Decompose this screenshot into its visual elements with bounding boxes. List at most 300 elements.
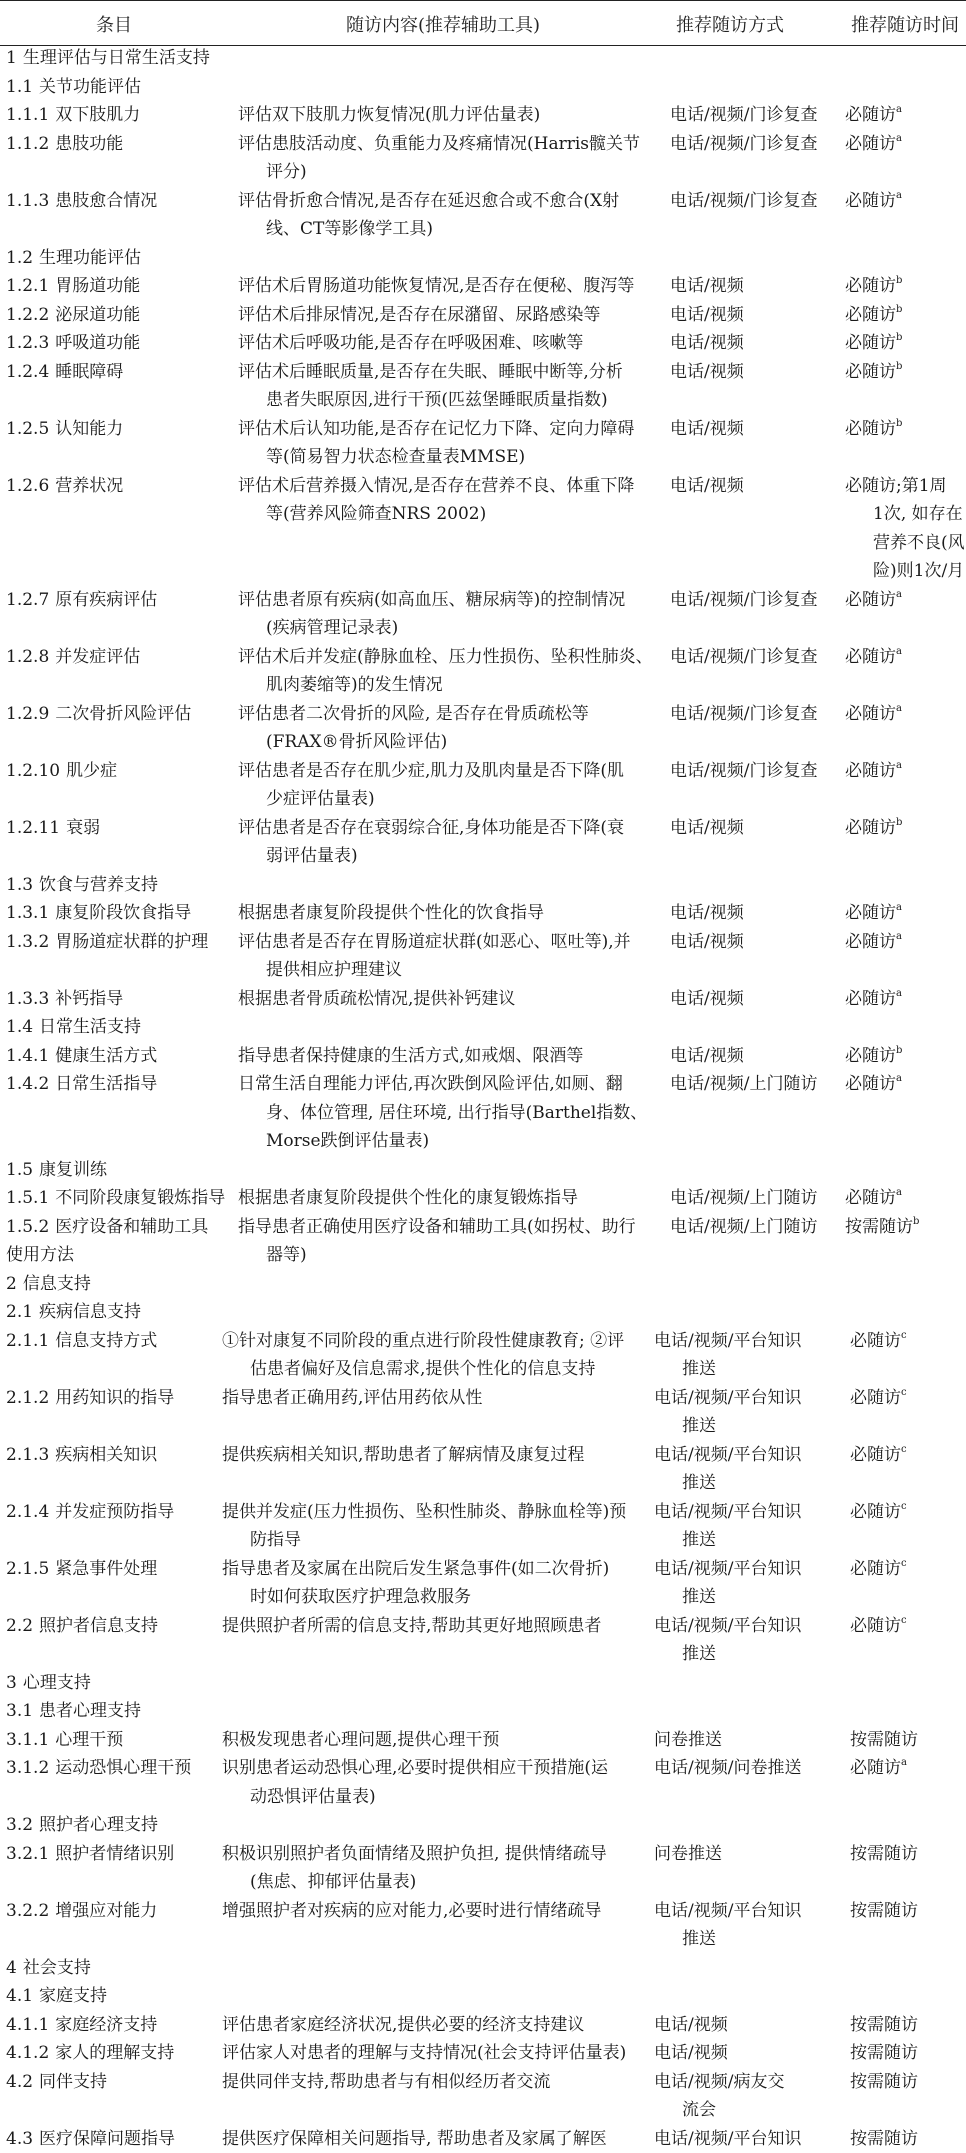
content-line: 提供照护者所需的信息支持,帮助其更好地照顾患者 (222, 1612, 644, 1641)
method-line: 电话/视频/门诊复查 (670, 130, 838, 159)
time-cell (850, 1726, 966, 1755)
content-cell (222, 1612, 644, 1641)
method-cell (654, 1498, 822, 1555)
item-number: 1.3.3 (6, 989, 49, 1009)
item-number: 1.2.6 (6, 476, 49, 496)
method-cell (670, 928, 838, 957)
content-cell (222, 1555, 644, 1612)
content-line: Morse跌倒评估量表) (238, 1127, 660, 1156)
item-number: 2.1.2 (6, 1388, 49, 1408)
time-line: 必随访$^b$ (845, 301, 965, 330)
item-title: 医疗保障问题指导 (39, 2129, 175, 2149)
time-line: 必随访;第1周 (845, 472, 965, 501)
time-line: 按需随访$^b$ (845, 1213, 965, 1242)
item-title: 患肢愈合情况 (55, 191, 157, 211)
method-line: 电话/视频/上门随访 (670, 1070, 838, 1099)
content-line: 防指导 (222, 1526, 644, 1555)
section-title: 日常生活支持 (39, 1017, 141, 1037)
content-line: 等(营养风险筛查NRS 2002) (238, 500, 660, 529)
method-cell (670, 1184, 838, 1213)
content-line: 提供同伴支持,帮助患者与有相似经历者交流 (222, 2068, 644, 2097)
footnote-mark: a (896, 760, 902, 771)
section-title: 患者心理支持 (39, 1701, 141, 1721)
item-label (6, 358, 234, 387)
time-cell (845, 700, 965, 729)
item-cell (6, 643, 234, 672)
section-title: 康复训练 (39, 1160, 107, 1180)
content-line: 线、CT等影像学工具) (238, 215, 660, 244)
content-line: 提供医疗保障相关问题指导, 帮助患者及家属了解医 (222, 2125, 644, 2153)
content-cell (238, 415, 660, 472)
content-cell (238, 329, 660, 358)
content-line: 少症评估量表) (238, 785, 660, 814)
item-number: 1.5.1 (6, 1188, 49, 1208)
time-cell (850, 1840, 966, 1869)
content-cell (238, 1184, 660, 1213)
section-text (6, 1013, 406, 1042)
content-line: 指导患者正确使用医疗设备和辅助工具(如拐杖、助行 (238, 1213, 660, 1242)
content-line: 评估家人对患者的理解与支持情况(社会支持评估量表) (222, 2039, 644, 2068)
section-label (6, 1697, 406, 1726)
section-title: 饮食与营养支持 (39, 875, 158, 895)
method-line: 问卷推送 (654, 1840, 822, 1869)
time-cell (845, 1042, 965, 1071)
item-title: 补钙指导 (55, 989, 123, 1009)
time-line: 按需随访 (850, 1897, 966, 1926)
content-cell (222, 1441, 644, 1470)
item-title: 紧急事件处理 (55, 1559, 157, 1579)
content-line: 患者失眠原因,进行干预(匹兹堡睡眠质量指数) (238, 386, 660, 415)
content-cell (238, 1213, 660, 1270)
item-label (6, 899, 234, 928)
item-number: 1.2.7 (6, 590, 49, 610)
item-title: 家人的理解支持 (55, 2043, 174, 2063)
footnote-mark: a (896, 1187, 902, 1198)
item-number: 3.2.1 (6, 1844, 49, 1864)
item-cell (6, 1897, 234, 1926)
time-cell (845, 1070, 965, 1099)
time-cell (845, 301, 965, 330)
content-line: 肌肉萎缩等)的发生情况 (238, 671, 660, 700)
content-cell (222, 1327, 644, 1384)
item-label (6, 101, 234, 130)
time-line: 1次, 如存在 (845, 500, 965, 529)
time-cell (845, 985, 965, 1014)
item-label (6, 1042, 234, 1071)
footnote-mark: a (896, 589, 902, 600)
time-cell (845, 101, 965, 130)
method-line: 推送 (654, 1925, 822, 1954)
item-title: 运动恐惧心理干预 (55, 1758, 191, 1778)
item-title: 呼吸道功能 (55, 333, 140, 353)
content-line: 指导患者正确用药,评估用药依从性 (222, 1384, 644, 1413)
item-label (6, 1441, 234, 1470)
item-number: 4.1.1 (6, 2015, 49, 2035)
time-cell (845, 1184, 965, 1213)
item-title: 并发症预防指导 (55, 1502, 174, 1522)
time-cell (845, 358, 965, 387)
item-number: 1.5.2 (6, 1217, 49, 1237)
content-cell (238, 1070, 660, 1156)
item-cell (6, 814, 234, 843)
section-text (6, 1669, 406, 1698)
item-number: 1.1.2 (6, 134, 49, 154)
item-label (6, 2068, 234, 2097)
content-cell (238, 272, 660, 301)
method-cell (670, 415, 838, 444)
content-cell (238, 643, 660, 700)
content-line: 评估术后睡眠质量,是否存在失眠、睡眠中断等,分析 (238, 358, 660, 387)
item-label (6, 2125, 234, 2153)
footnote-mark: b (896, 332, 902, 343)
item-label (6, 1754, 234, 1783)
time-cell (850, 2125, 966, 2153)
method-cell (670, 700, 838, 729)
section-title: 信息支持 (23, 1274, 91, 1294)
item-title: 泌尿道功能 (55, 305, 140, 325)
time-cell (850, 1555, 966, 1584)
method-line: 电话/视频/门诊复查 (670, 586, 838, 615)
content-line: 提供疾病相关知识,帮助患者了解病情及康复过程 (222, 1441, 644, 1470)
item-title: 胃肠道症状群的护理 (55, 932, 208, 952)
method-line: 电话/视频/平台知识 (654, 1441, 822, 1470)
section-label (6, 1298, 406, 1327)
time-cell (850, 1897, 966, 1926)
item-cell (6, 700, 234, 729)
method-cell (654, 1384, 822, 1441)
method-line: 电话/视频 (670, 899, 838, 928)
item-cell (6, 301, 234, 330)
item-label (6, 1555, 234, 1584)
item-cell (6, 187, 234, 216)
method-cell (670, 101, 838, 130)
item-cell (6, 928, 234, 957)
item-label (6, 1498, 234, 1527)
item-cell (6, 130, 234, 159)
section-number: 3 (6, 1673, 17, 1693)
footnote-mark: a (896, 190, 902, 201)
content-cell (238, 757, 660, 814)
item-title: 疾病相关知识 (55, 1445, 157, 1465)
item-label (6, 2039, 234, 2068)
footnote-mark: a (896, 988, 902, 999)
item-label (6, 1184, 234, 1213)
content-line: (FRAX®骨折风险评估) (238, 728, 660, 757)
section-title: 疾病信息支持 (39, 1302, 141, 1322)
method-cell (654, 2011, 822, 2040)
time-cell (845, 329, 965, 358)
content-cell (222, 1754, 644, 1811)
time-line: 必随访$^a$ (850, 1754, 966, 1783)
content-line: 积极识别照护者负面情绪及照护负担, 提供情绪疏导 (222, 1840, 644, 1869)
content-line: 积极发现患者心理问题,提供心理干预 (222, 1726, 644, 1755)
time-cell (850, 1498, 966, 1527)
content-line: 估患者偏好及信息需求,提供个性化的信息支持 (222, 1355, 644, 1384)
method-line: 电话/视频/门诊复查 (670, 757, 838, 786)
header-method: 推荐随访方式 (676, 11, 784, 37)
time-line: 必随访$^a$ (845, 985, 965, 1014)
item-cell (6, 272, 234, 301)
item-title: 健康生活方式 (55, 1046, 157, 1066)
time-cell (845, 643, 965, 672)
item-number: 1.2.1 (6, 276, 49, 296)
time-cell (845, 814, 965, 843)
footnote-mark: b (896, 817, 902, 828)
method-line: 电话/视频/门诊复查 (670, 101, 838, 130)
method-line: 电话/视频 (670, 329, 838, 358)
item-title: 日常生活指导 (55, 1074, 157, 1094)
item-title: 肌少症 (66, 761, 117, 781)
item-title: 照护者信息支持 (39, 1616, 158, 1636)
time-cell (845, 272, 965, 301)
item-label (6, 814, 234, 843)
item-cell (6, 985, 234, 1014)
item-number: 1.4.1 (6, 1046, 49, 1066)
method-cell (670, 358, 838, 387)
item-title-cont: 使用方法 (6, 1241, 234, 1270)
time-cell (845, 899, 965, 928)
item-cell (6, 472, 234, 501)
item-label (6, 272, 234, 301)
content-line: 评估术后认知功能,是否存在记忆力下降、定向力障碍 (238, 415, 660, 444)
section-title: 心理支持 (23, 1673, 91, 1693)
time-cell (845, 472, 965, 586)
footnote-mark: a (896, 646, 902, 657)
item-cell (6, 757, 234, 786)
time-line: 必随访$^a$ (845, 643, 965, 672)
item-number: 1.1.3 (6, 191, 49, 211)
section-text (6, 73, 406, 102)
item-number: 1.2.10 (6, 761, 60, 781)
item-cell (6, 1213, 234, 1270)
time-line: 按需随访 (850, 1840, 966, 1869)
section-text (6, 1270, 406, 1299)
item-title: 医疗设备和辅助工具 (55, 1217, 208, 1237)
section-label (6, 1013, 406, 1042)
method-line: 问卷推送 (654, 1726, 822, 1755)
item-label (6, 187, 234, 216)
item-title: 康复阶段饮食指导 (55, 903, 191, 923)
method-line: 电话/视频/平台知识 (654, 2125, 822, 2153)
item-cell (6, 1498, 234, 1527)
item-cell (6, 101, 234, 130)
method-cell (654, 2125, 822, 2153)
item-title: 患肢功能 (55, 134, 123, 154)
method-cell (654, 1555, 822, 1612)
item-title: 睡眠障碍 (55, 362, 123, 382)
item-cell (6, 1184, 234, 1213)
item-label (6, 1070, 234, 1099)
item-label (6, 1840, 234, 1869)
method-cell (670, 899, 838, 928)
method-line: 推送 (654, 1640, 822, 1669)
item-title: 信息支持方式 (55, 1331, 157, 1351)
item-title: 营养状况 (55, 476, 123, 496)
method-cell (670, 985, 838, 1014)
content-line: 评估术后呼吸功能,是否存在呼吸困难、咳嗽等 (238, 329, 660, 358)
content-cell (238, 187, 660, 244)
method-line: 电话/视频/门诊复查 (670, 187, 838, 216)
content-line: 动恐惧评估量表) (222, 1783, 644, 1812)
method-line: 电话/视频/上门随访 (670, 1184, 838, 1213)
section-title: 生理评估与日常生活支持 (23, 48, 210, 68)
footnote-mark: c (901, 1330, 907, 1341)
section-text (6, 1156, 406, 1185)
method-line: 电话/视频 (670, 415, 838, 444)
footnote-mark: a (896, 703, 902, 714)
section-label (6, 1982, 406, 2011)
item-number: 1.2.11 (6, 818, 60, 838)
method-line: 电话/视频/问卷推送 (654, 1754, 822, 1783)
method-cell (670, 814, 838, 843)
method-line: 电话/视频 (670, 358, 838, 387)
content-line: 提供相应护理建议 (238, 956, 660, 985)
section-label (6, 244, 406, 273)
time-line: 必随访$^b$ (845, 358, 965, 387)
item-label (6, 1726, 234, 1755)
content-line: 评估患肢活动度、负重能力及疼痛情况(Harris髋关节 (238, 130, 660, 159)
item-label (6, 700, 234, 729)
content-line: 根据患者康复阶段提供个性化的康复锻炼指导 (238, 1184, 660, 1213)
section-label (6, 871, 406, 900)
method-line: 推送 (654, 1412, 822, 1441)
footnote-mark: b (896, 361, 902, 372)
item-cell (6, 2068, 234, 2097)
section-label (6, 1156, 406, 1185)
method-cell (670, 301, 838, 330)
section-number: 2 (6, 1274, 17, 1294)
footnote-mark: c (901, 1501, 907, 1512)
method-line: 电话/视频/病友交 (654, 2068, 822, 2097)
section-number: 2.1 (6, 1302, 33, 1322)
item-number: 2.1.5 (6, 1559, 49, 1579)
time-cell (850, 1612, 966, 1641)
method-cell (670, 272, 838, 301)
method-line: 电话/视频/平台知识 (654, 1327, 822, 1356)
content-cell (222, 2039, 644, 2068)
method-cell (670, 1070, 838, 1099)
time-cell (845, 1213, 965, 1242)
time-line: 必随访$^a$ (845, 1070, 965, 1099)
content-cell (238, 899, 660, 928)
item-number: 3.2.2 (6, 1901, 49, 1921)
time-line: 按需随访 (850, 2068, 966, 2097)
content-line: 评估患者原有疾病(如高血压、糖尿病等)的控制情况 (238, 586, 660, 615)
method-cell (670, 1042, 838, 1071)
item-title: 同伴支持 (39, 2072, 107, 2092)
time-cell (850, 2011, 966, 2040)
item-number: 3.1.1 (6, 1730, 49, 1750)
section-number: 4 (6, 1958, 17, 1978)
method-line: 电话/视频/平台知识 (654, 1612, 822, 1641)
method-line: 电话/视频 (670, 272, 838, 301)
section-text (6, 1811, 406, 1840)
footnote-mark: c (901, 1558, 907, 1569)
time-cell (845, 187, 965, 216)
content-line: 评估患者是否存在肌少症,肌力及肌肉量是否下降(肌 (238, 757, 660, 786)
method-line: 推送 (654, 1526, 822, 1555)
section-text (6, 1697, 406, 1726)
method-cell (670, 329, 838, 358)
item-title: 并发症评估 (55, 647, 140, 667)
method-cell (654, 2039, 822, 2068)
method-cell (670, 643, 838, 672)
section-number: 3.2 (6, 1815, 33, 1835)
method-line: 电话/视频/平台知识 (654, 1897, 822, 1926)
item-number: 1.4.2 (6, 1074, 49, 1094)
time-line: 必随访$^b$ (845, 272, 965, 301)
time-line: 按需随访 (850, 2039, 966, 2068)
table-header (0, 0, 966, 46)
time-line: 必随访$^a$ (845, 586, 965, 615)
method-cell (654, 1726, 822, 1755)
item-cell (6, 1384, 234, 1413)
footnote-mark: c (901, 1444, 907, 1455)
item-cell (6, 415, 234, 444)
footnote-mark: a (896, 104, 902, 115)
content-line: 评估双下肢肌力恢复情况(肌力评估量表) (238, 101, 660, 130)
item-title: 用药知识的指导 (55, 1388, 174, 1408)
time-line: 必随访$^c$ (850, 1555, 966, 1584)
time-cell (845, 757, 965, 786)
item-cell (6, 1840, 234, 1869)
time-cell (845, 928, 965, 957)
section-number: 1 (6, 48, 17, 68)
item-cell (6, 1555, 234, 1584)
section-number: 1.5 (6, 1160, 33, 1180)
section-text (6, 1982, 406, 2011)
item-number: 4.1.2 (6, 2043, 49, 2063)
time-line: 必随访$^a$ (845, 101, 965, 130)
time-cell (850, 1441, 966, 1470)
method-cell (654, 1897, 822, 1954)
item-cell (6, 2125, 234, 2153)
content-line: 器等) (238, 1241, 660, 1270)
item-cell (6, 899, 234, 928)
section-title: 关节功能评估 (39, 77, 141, 97)
method-cell (654, 1754, 822, 1783)
time-line: 必随访$^c$ (850, 1498, 966, 1527)
time-cell (850, 2039, 966, 2068)
section-number: 1.2 (6, 248, 33, 268)
time-cell (845, 130, 965, 159)
item-cell (6, 1726, 234, 1755)
time-line: 必随访$^a$ (845, 928, 965, 957)
content-line: 评估骨折愈合情况,是否存在延迟愈合或不愈合(X射 (238, 187, 660, 216)
item-number: 1.2.8 (6, 647, 49, 667)
method-cell (654, 2068, 822, 2125)
item-number: 1.2.4 (6, 362, 49, 382)
content-line: 增强照护者对疾病的应对能力,必要时进行情绪疏导 (222, 1897, 644, 1926)
method-cell (670, 1213, 838, 1242)
method-line: 电话/视频 (654, 2011, 822, 2040)
footnote-mark: c (901, 1615, 907, 1626)
content-line: 评估术后胃肠道功能恢复情况,是否存在便秘、腹泻等 (238, 272, 660, 301)
item-title: 衰弱 (66, 818, 100, 838)
content-line: 日常生活自理能力评估,再次跌倒风险评估,如厕、翻 (238, 1070, 660, 1099)
item-label (6, 1897, 234, 1926)
section-label (6, 73, 406, 102)
method-line: 电话/视频/平台知识 (654, 1555, 822, 1584)
footnote-mark: a (896, 1073, 902, 1084)
item-number: 1.2.9 (6, 704, 49, 724)
section-number: 1.3 (6, 875, 33, 895)
method-line: 推送 (654, 1469, 822, 1498)
item-label (6, 2011, 234, 2040)
item-number: 1.3.1 (6, 903, 49, 923)
content-cell (238, 101, 660, 130)
method-line: 电话/视频/平台知识 (654, 1498, 822, 1527)
